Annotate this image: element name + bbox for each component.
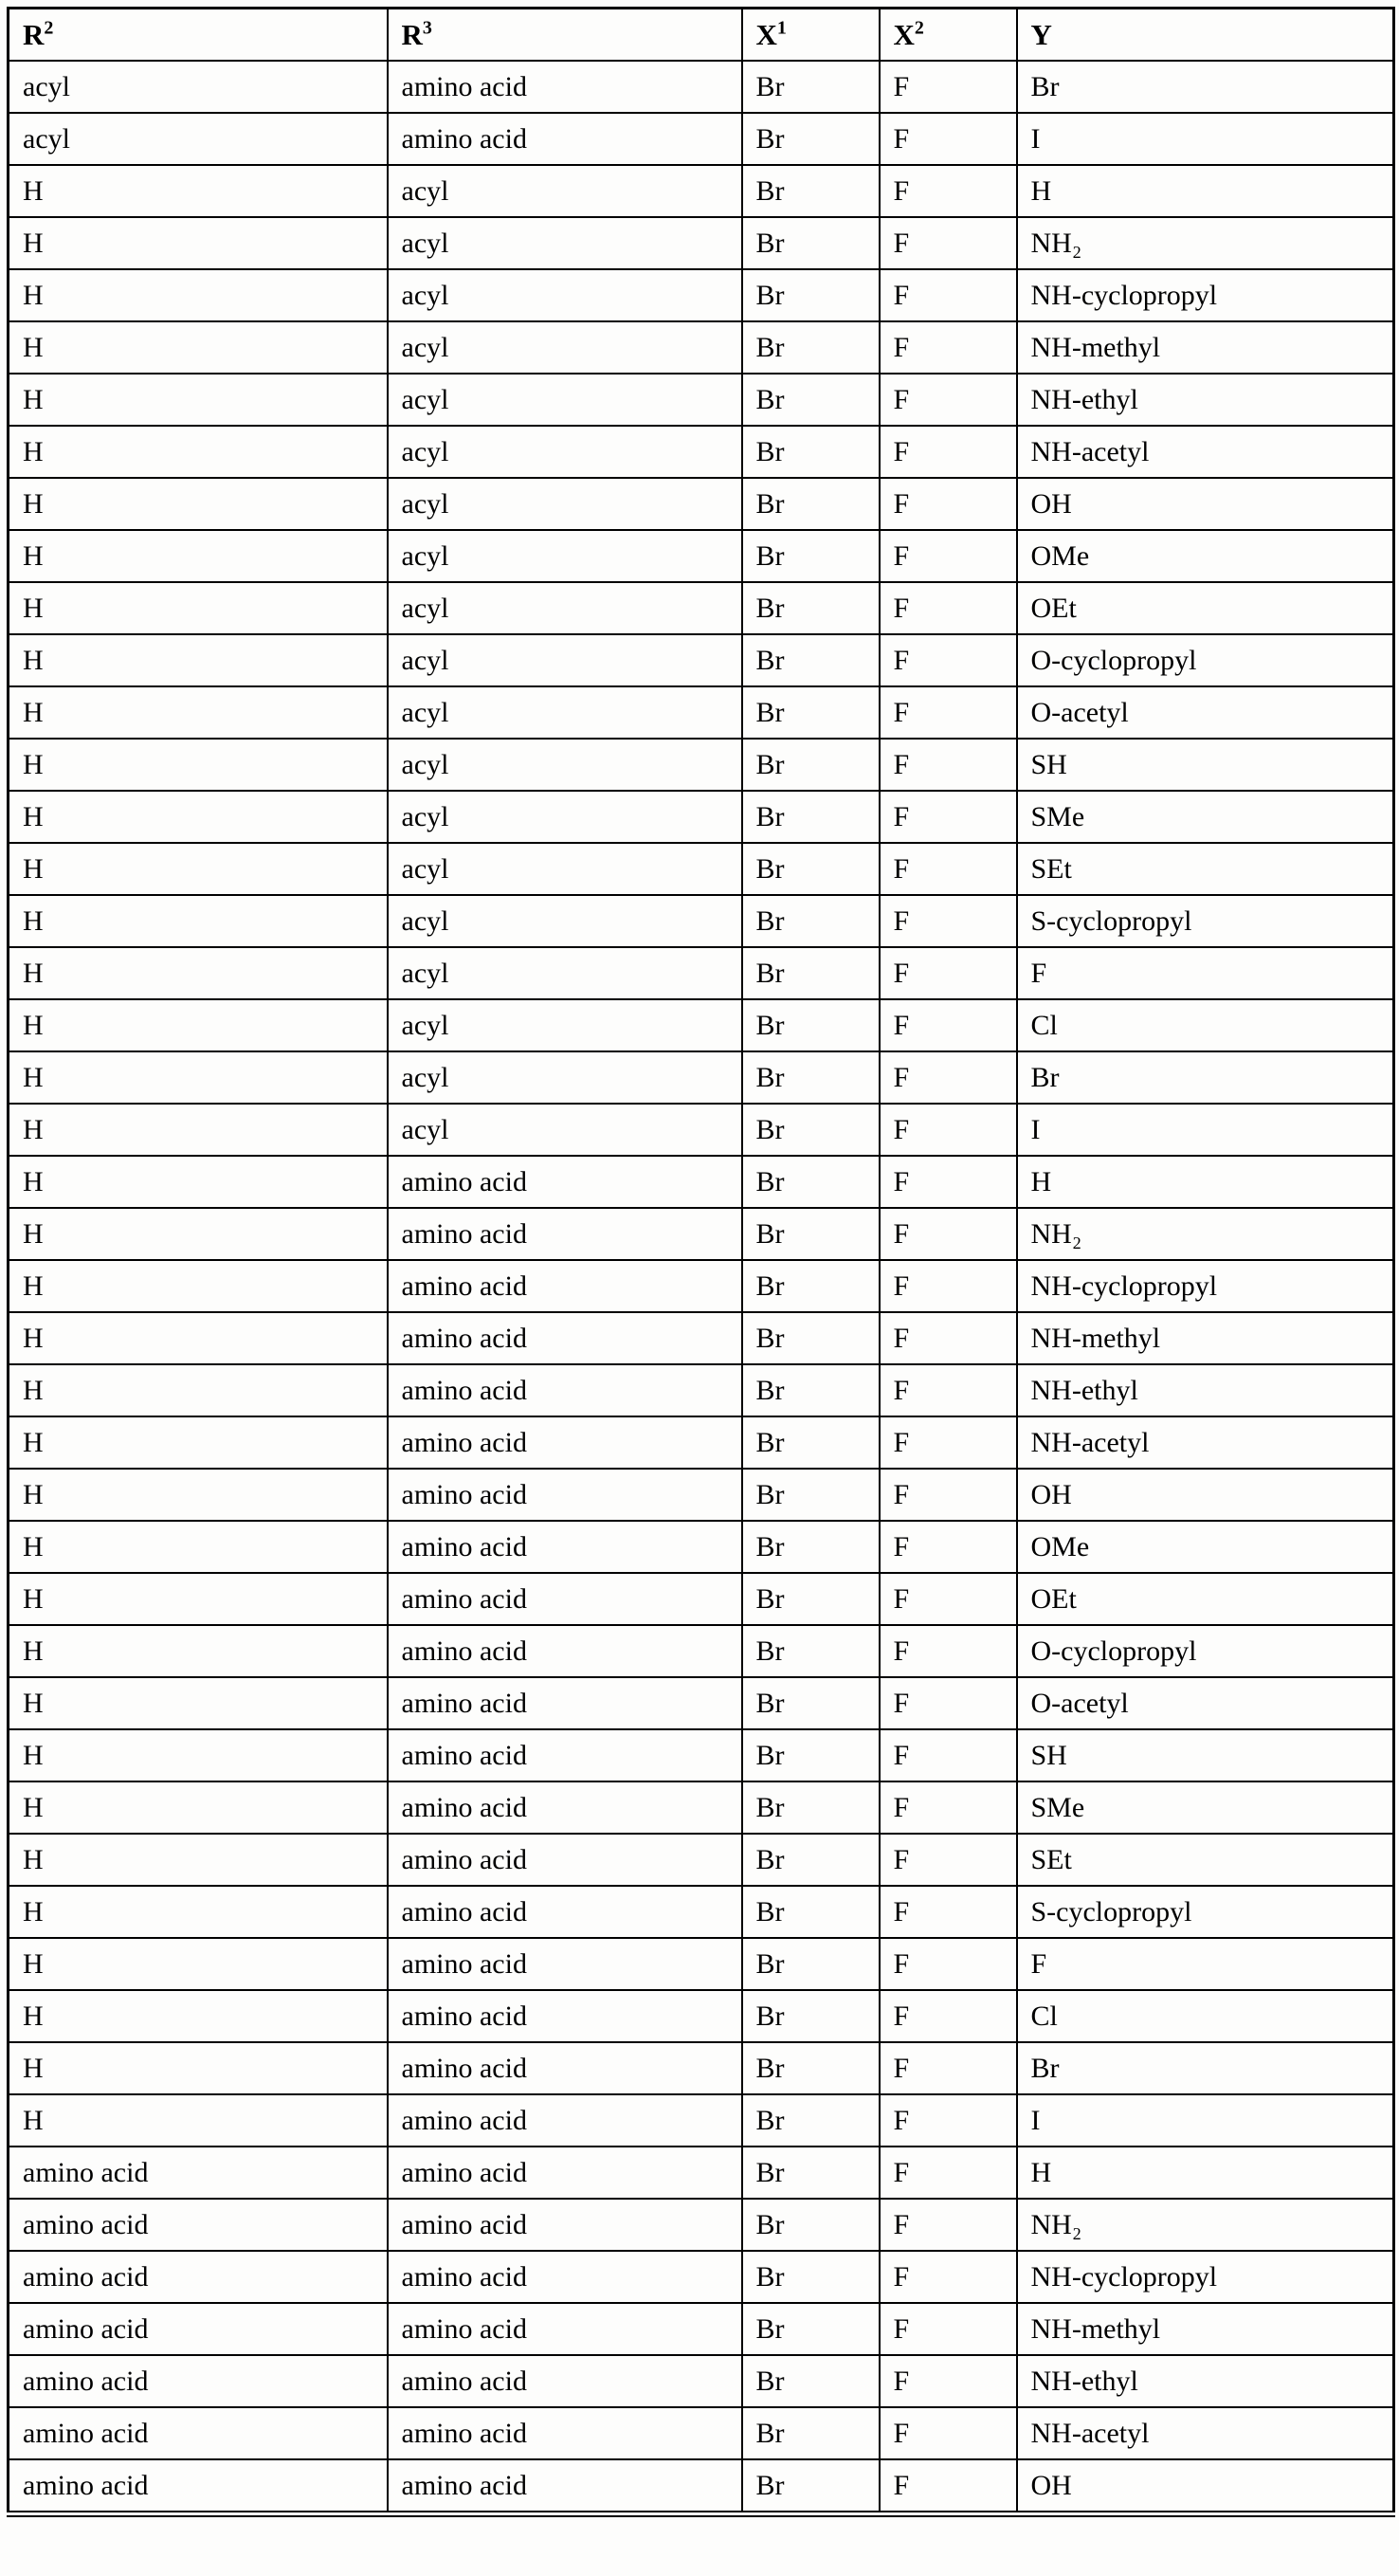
- table-cell: H: [9, 374, 388, 426]
- table-cell: Br: [742, 686, 880, 739]
- table-cell: amino acid: [9, 2407, 388, 2459]
- table-cell: amino acid: [388, 1208, 742, 1260]
- table-cell: acyl: [388, 999, 742, 1051]
- table-cell: F: [880, 2199, 1017, 2251]
- table-cell: Br: [742, 61, 880, 113]
- table-cell: F: [880, 686, 1017, 739]
- table-cell: Br: [1017, 1051, 1394, 1104]
- table-cell: H: [9, 634, 388, 686]
- table-row: [9, 1677, 1394, 1729]
- table-cell: amino acid: [9, 2459, 388, 2514]
- table-cell: NH₂: [1017, 217, 1394, 269]
- table-cell: acyl: [388, 165, 742, 217]
- table-cell: I: [1017, 2094, 1394, 2147]
- table-cell: H: [9, 895, 388, 947]
- table-cell: F: [880, 2147, 1017, 2199]
- table-cell: amino acid: [9, 2147, 388, 2199]
- table-cell: Br: [742, 1469, 880, 1521]
- table-cell: NH-cyclopropyl: [1017, 1260, 1394, 1312]
- table-cell: amino acid: [388, 1260, 742, 1312]
- table-cell: Br: [1017, 2042, 1394, 2094]
- table-cell: Br: [742, 321, 880, 374]
- table-cell: F: [880, 1990, 1017, 2042]
- table-cell: OH: [1017, 1469, 1394, 1521]
- table-cell: acyl: [388, 426, 742, 478]
- table-row: [9, 582, 1394, 634]
- table-row: [9, 791, 1394, 843]
- table-cell: Br: [742, 2459, 880, 2514]
- table-cell: NH-ethyl: [1017, 2355, 1394, 2407]
- table-cell: O-acetyl: [1017, 1677, 1394, 1729]
- table-cell: F: [880, 2459, 1017, 2514]
- table-cell: amino acid: [388, 1886, 742, 1938]
- table-cell: H: [9, 999, 388, 1051]
- table-cell: OMe: [1017, 1521, 1394, 1573]
- table-cell: F: [880, 1156, 1017, 1208]
- table-row: [9, 530, 1394, 582]
- table-cell: H: [9, 2094, 388, 2147]
- table-row: [9, 269, 1394, 321]
- table-cell: amino acid: [388, 1312, 742, 1364]
- table-row: [9, 426, 1394, 478]
- table-cell: F: [880, 269, 1017, 321]
- table-cell: acyl: [388, 217, 742, 269]
- table-cell: Br: [742, 1208, 880, 1260]
- table-cell: amino acid: [388, 2042, 742, 2094]
- table-cell: Br: [742, 1990, 880, 2042]
- table-cell: amino acid: [388, 1469, 742, 1521]
- table-cell: NH-cyclopropyl: [1017, 269, 1394, 321]
- table-cell: NH-acetyl: [1017, 426, 1394, 478]
- table-cell: Br: [742, 2355, 880, 2407]
- table-cell: Br: [742, 895, 880, 947]
- table-cell: H: [9, 1886, 388, 1938]
- table-cell: Br: [742, 478, 880, 530]
- table-row: [9, 1364, 1394, 1416]
- table-cell: H: [9, 1781, 388, 1834]
- table-row: [9, 1156, 1394, 1208]
- table-cell: H: [1017, 1156, 1394, 1208]
- table-row: [9, 1208, 1394, 1260]
- table-cell: SMe: [1017, 791, 1394, 843]
- table-cell: Br: [742, 1677, 880, 1729]
- table-cell: amino acid: [388, 2459, 742, 2514]
- table-row: [9, 2459, 1394, 2514]
- table-cell: F: [880, 165, 1017, 217]
- table-cell: H: [9, 1573, 388, 1625]
- table-row: [9, 2094, 1394, 2147]
- table-row: [9, 2303, 1394, 2355]
- table-cell: F: [880, 1781, 1017, 1834]
- table-cell: acyl: [388, 321, 742, 374]
- table-cell: Br: [742, 1886, 880, 1938]
- table-cell: Br: [742, 1521, 880, 1573]
- table-cell: Cl: [1017, 999, 1394, 1051]
- table-cell: acyl: [388, 895, 742, 947]
- table-cell: F: [880, 2407, 1017, 2459]
- table-cell: F: [880, 61, 1017, 113]
- table-cell: amino acid: [388, 2199, 742, 2251]
- table-cell: F: [880, 426, 1017, 478]
- table-row: [9, 1990, 1394, 2042]
- table-cell: F: [1017, 947, 1394, 999]
- table-cell: F: [880, 530, 1017, 582]
- table-row: [9, 1521, 1394, 1573]
- table-row: [9, 61, 1394, 113]
- table-cell: amino acid: [388, 1573, 742, 1625]
- table-row: [9, 1260, 1394, 1312]
- table-cell: H: [9, 2042, 388, 2094]
- table-cell: NH-methyl: [1017, 2303, 1394, 2355]
- table-cell: NH-ethyl: [1017, 1364, 1394, 1416]
- table-cell: F: [880, 1469, 1017, 1521]
- table-cell: F: [880, 999, 1017, 1051]
- table-cell: H: [9, 1051, 388, 1104]
- table-cell: F: [880, 2042, 1017, 2094]
- table-cell: NH-methyl: [1017, 321, 1394, 374]
- table-row: [9, 739, 1394, 791]
- table-cell: Br: [742, 1729, 880, 1781]
- table-cell: F: [880, 947, 1017, 999]
- table-cell: OH: [1017, 478, 1394, 530]
- table-cell: OEt: [1017, 582, 1394, 634]
- table-cell: H: [9, 1156, 388, 1208]
- table-row: [9, 1573, 1394, 1625]
- table-cell: H: [9, 1990, 388, 2042]
- table-cell: amino acid: [388, 2355, 742, 2407]
- table-cell: F: [880, 791, 1017, 843]
- table-cell: Br: [742, 634, 880, 686]
- table-cell: acyl: [9, 61, 388, 113]
- table-cell: SH: [1017, 739, 1394, 791]
- table-cell: H: [9, 1208, 388, 1260]
- table-cell: Br: [742, 426, 880, 478]
- table-cell: Br: [742, 1312, 880, 1364]
- table-cell: NH-acetyl: [1017, 1416, 1394, 1469]
- table-cell: amino acid: [388, 1677, 742, 1729]
- substituent-table: [7, 7, 1395, 2517]
- table-cell: O-cyclopropyl: [1017, 634, 1394, 686]
- table-cell: I: [1017, 1104, 1394, 1156]
- table-cell: Br: [742, 1834, 880, 1886]
- table-cell: F: [880, 1625, 1017, 1677]
- table-cell: H: [9, 217, 388, 269]
- table-cell: Br: [742, 1156, 880, 1208]
- table-cell: F: [880, 2355, 1017, 2407]
- table-cell: O-cyclopropyl: [1017, 1625, 1394, 1677]
- table-row: [9, 1312, 1394, 1364]
- table-cell: Br: [742, 1051, 880, 1104]
- column-header-r3: $R^3$: [388, 9, 742, 62]
- table-row: [9, 2147, 1394, 2199]
- table-cell: NH-ethyl: [1017, 374, 1394, 426]
- table-cell: acyl: [388, 1104, 742, 1156]
- table-cell: Br: [742, 530, 880, 582]
- table-cell: Br: [742, 374, 880, 426]
- table-cell: amino acid: [9, 2355, 388, 2407]
- table-cell: acyl: [388, 269, 742, 321]
- table-cell: Br: [742, 113, 880, 165]
- table-cell: H: [9, 426, 388, 478]
- table-cell: acyl: [388, 634, 742, 686]
- table-cell: Br: [742, 582, 880, 634]
- table-cell: Br: [742, 1416, 880, 1469]
- table-row: [9, 321, 1394, 374]
- table-cell: acyl: [388, 791, 742, 843]
- table-row: [9, 634, 1394, 686]
- table-cell: Br: [1017, 61, 1394, 113]
- table-cell: F: [880, 1886, 1017, 1938]
- table-row: [9, 1938, 1394, 1990]
- table-cell: amino acid: [388, 61, 742, 113]
- table-cell: amino acid: [388, 1416, 742, 1469]
- table-cell: Br: [742, 2094, 880, 2147]
- table-cell: F: [880, 478, 1017, 530]
- table-cell: F: [880, 2303, 1017, 2355]
- table-cell: amino acid: [388, 1834, 742, 1886]
- table-cell: H: [1017, 165, 1394, 217]
- table-cell: amino acid: [388, 2303, 742, 2355]
- table-row: [9, 9, 1394, 62]
- table-cell: F: [880, 843, 1017, 895]
- table-cell: F: [880, 1104, 1017, 1156]
- table-cell: H: [9, 530, 388, 582]
- table-cell: amino acid: [388, 113, 742, 165]
- table-row: [9, 113, 1394, 165]
- table-row: [9, 2199, 1394, 2251]
- table-cell: Br: [742, 2199, 880, 2251]
- table-cell: H: [9, 1625, 388, 1677]
- table-cell: F: [880, 1834, 1017, 1886]
- table-cell: amino acid: [388, 2407, 742, 2459]
- table-cell: S-cyclopropyl: [1017, 895, 1394, 947]
- header-superscript: 2: [44, 17, 54, 39]
- table-cell: Br: [742, 1573, 880, 1625]
- table-cell: O-acetyl: [1017, 686, 1394, 739]
- column-header-x1: $X^1$: [742, 9, 880, 62]
- table-cell: F: [880, 113, 1017, 165]
- table-cell: F: [880, 1677, 1017, 1729]
- table-cell: Br: [742, 1104, 880, 1156]
- table-cell: H: [9, 686, 388, 739]
- table-cell: F: [880, 321, 1017, 374]
- table-cell: amino acid: [388, 1990, 742, 2042]
- table-cell: OEt: [1017, 1573, 1394, 1625]
- table-cell: H: [9, 947, 388, 999]
- table-cell: F: [880, 895, 1017, 947]
- table-cell: Br: [742, 2147, 880, 2199]
- table-cell: Br: [742, 217, 880, 269]
- table-row: [9, 478, 1394, 530]
- table-header-row: [9, 9, 1394, 62]
- table-cell: NH-acetyl: [1017, 2407, 1394, 2459]
- table-row: [9, 2042, 1394, 2094]
- table-cell: amino acid: [388, 1938, 742, 1990]
- header-superscript: 1: [776, 17, 787, 39]
- table-cell: F: [880, 217, 1017, 269]
- table-cell: H: [9, 791, 388, 843]
- table-cell: amino acid: [9, 2199, 388, 2251]
- table-cell: amino acid: [388, 2094, 742, 2147]
- table-row: [9, 1051, 1394, 1104]
- table-cell: F: [880, 1260, 1017, 1312]
- table-cell: NH-methyl: [1017, 1312, 1394, 1364]
- table-cell: H: [9, 165, 388, 217]
- column-header-r2: $R^2$: [9, 9, 388, 62]
- table-cell: F: [880, 1051, 1017, 1104]
- table-cell: Br: [742, 1938, 880, 1990]
- table-cell: H: [9, 321, 388, 374]
- table-cell: Cl: [1017, 1990, 1394, 2042]
- table-cell: H: [9, 1521, 388, 1573]
- table-cell: F: [1017, 1938, 1394, 1990]
- table-cell: OH: [1017, 2459, 1394, 2514]
- table-cell: amino acid: [9, 2303, 388, 2355]
- table-cell: acyl: [388, 478, 742, 530]
- table-cell: NH-cyclopropyl: [1017, 2251, 1394, 2303]
- table-row: [9, 1729, 1394, 1781]
- table-cell: NH₂: [1017, 1208, 1394, 1260]
- table-cell: SMe: [1017, 1781, 1394, 1834]
- table-row: [9, 1625, 1394, 1677]
- table-cell: Br: [742, 2407, 880, 2459]
- table-row: [9, 2407, 1394, 2459]
- table-cell: SEt: [1017, 843, 1394, 895]
- table-cell: H: [9, 269, 388, 321]
- table-cell: F: [880, 739, 1017, 791]
- table-cell: H: [9, 1416, 388, 1469]
- table-cell: Br: [742, 947, 880, 999]
- table-cell: SEt: [1017, 1834, 1394, 1886]
- table-cell: acyl: [388, 1051, 742, 1104]
- table-row: [9, 165, 1394, 217]
- table-cell: Br: [742, 791, 880, 843]
- table-cell: Br: [742, 999, 880, 1051]
- table-cell: Br: [742, 1260, 880, 1312]
- table-cell: H: [9, 1364, 388, 1416]
- table-row: [9, 1104, 1394, 1156]
- table-cell: amino acid: [388, 2251, 742, 2303]
- table-cell: F: [880, 1364, 1017, 1416]
- table-cell: F: [880, 1521, 1017, 1573]
- table-cell: acyl: [388, 739, 742, 791]
- table-cell: amino acid: [388, 1781, 742, 1834]
- table-cell: Br: [742, 739, 880, 791]
- table-cell: H: [9, 1260, 388, 1312]
- header-superscript: 3: [422, 17, 432, 39]
- table-cell: acyl: [388, 843, 742, 895]
- table-cell: S-cyclopropyl: [1017, 1886, 1394, 1938]
- table-cell: acyl: [388, 686, 742, 739]
- table-row: [9, 843, 1394, 895]
- table-row: [9, 1416, 1394, 1469]
- table-cell: Br: [742, 2251, 880, 2303]
- table-cell: acyl: [388, 947, 742, 999]
- column-header-y: Y: [1017, 9, 1394, 62]
- table-cell: Br: [742, 843, 880, 895]
- table-cell: F: [880, 1416, 1017, 1469]
- table-cell: Br: [742, 1781, 880, 1834]
- table-cell: I: [1017, 113, 1394, 165]
- table-cell: F: [880, 374, 1017, 426]
- table-cell: H: [9, 1729, 388, 1781]
- table-row: [9, 1781, 1394, 1834]
- table-cell: amino acid: [388, 1364, 742, 1416]
- table-cell: amino acid: [388, 1729, 742, 1781]
- table-cell: H: [9, 843, 388, 895]
- table-cell: H: [9, 1104, 388, 1156]
- table-cell: H: [9, 1312, 388, 1364]
- table-row: [9, 1886, 1394, 1938]
- table-row: [9, 686, 1394, 739]
- table-cell: F: [880, 634, 1017, 686]
- table-cell: Br: [742, 165, 880, 217]
- table-cell: H: [9, 739, 388, 791]
- table-cell: H: [9, 1938, 388, 1990]
- table-cell: F: [880, 1208, 1017, 1260]
- table-cell: H: [9, 478, 388, 530]
- table-cell: F: [880, 2094, 1017, 2147]
- table-cell: amino acid: [388, 2147, 742, 2199]
- table-row: [9, 895, 1394, 947]
- table-cell: H: [9, 1469, 388, 1521]
- table-cell: Br: [742, 269, 880, 321]
- table-cell: acyl: [388, 530, 742, 582]
- table-cell: Br: [742, 1625, 880, 1677]
- table-cell: Br: [742, 2303, 880, 2355]
- column-header-x2: $X^2$: [880, 9, 1017, 62]
- table-row: [9, 1834, 1394, 1886]
- table-body: [9, 61, 1394, 2514]
- table-cell: amino acid: [388, 1625, 742, 1677]
- table-cell: F: [880, 1938, 1017, 1990]
- table-row: [9, 2355, 1394, 2407]
- table-cell: amino acid: [388, 1521, 742, 1573]
- table-cell: F: [880, 1312, 1017, 1364]
- table-cell: amino acid: [388, 1156, 742, 1208]
- table-cell: F: [880, 1729, 1017, 1781]
- table-cell: F: [880, 1573, 1017, 1625]
- table-cell: OMe: [1017, 530, 1394, 582]
- table-cell: F: [880, 2251, 1017, 2303]
- table-row: [9, 2251, 1394, 2303]
- table-row: [9, 1469, 1394, 1521]
- table-cell: Br: [742, 1364, 880, 1416]
- table-row: [9, 374, 1394, 426]
- table-cell: amino acid: [9, 2251, 388, 2303]
- table-row: [9, 217, 1394, 269]
- table-cell: H: [1017, 2147, 1394, 2199]
- table-cell: H: [9, 1677, 388, 1729]
- table-cell: SH: [1017, 1729, 1394, 1781]
- table-cell: H: [9, 582, 388, 634]
- table-cell: Br: [742, 2042, 880, 2094]
- table-cell: acyl: [9, 113, 388, 165]
- table-row: [9, 999, 1394, 1051]
- header-superscript: 2: [914, 17, 924, 39]
- table-row: [9, 947, 1394, 999]
- table-cell: F: [880, 582, 1017, 634]
- table-cell: acyl: [388, 582, 742, 634]
- table-cell: H: [9, 1834, 388, 1886]
- table-cell: NH₂: [1017, 2199, 1394, 2251]
- table-cell: acyl: [388, 374, 742, 426]
